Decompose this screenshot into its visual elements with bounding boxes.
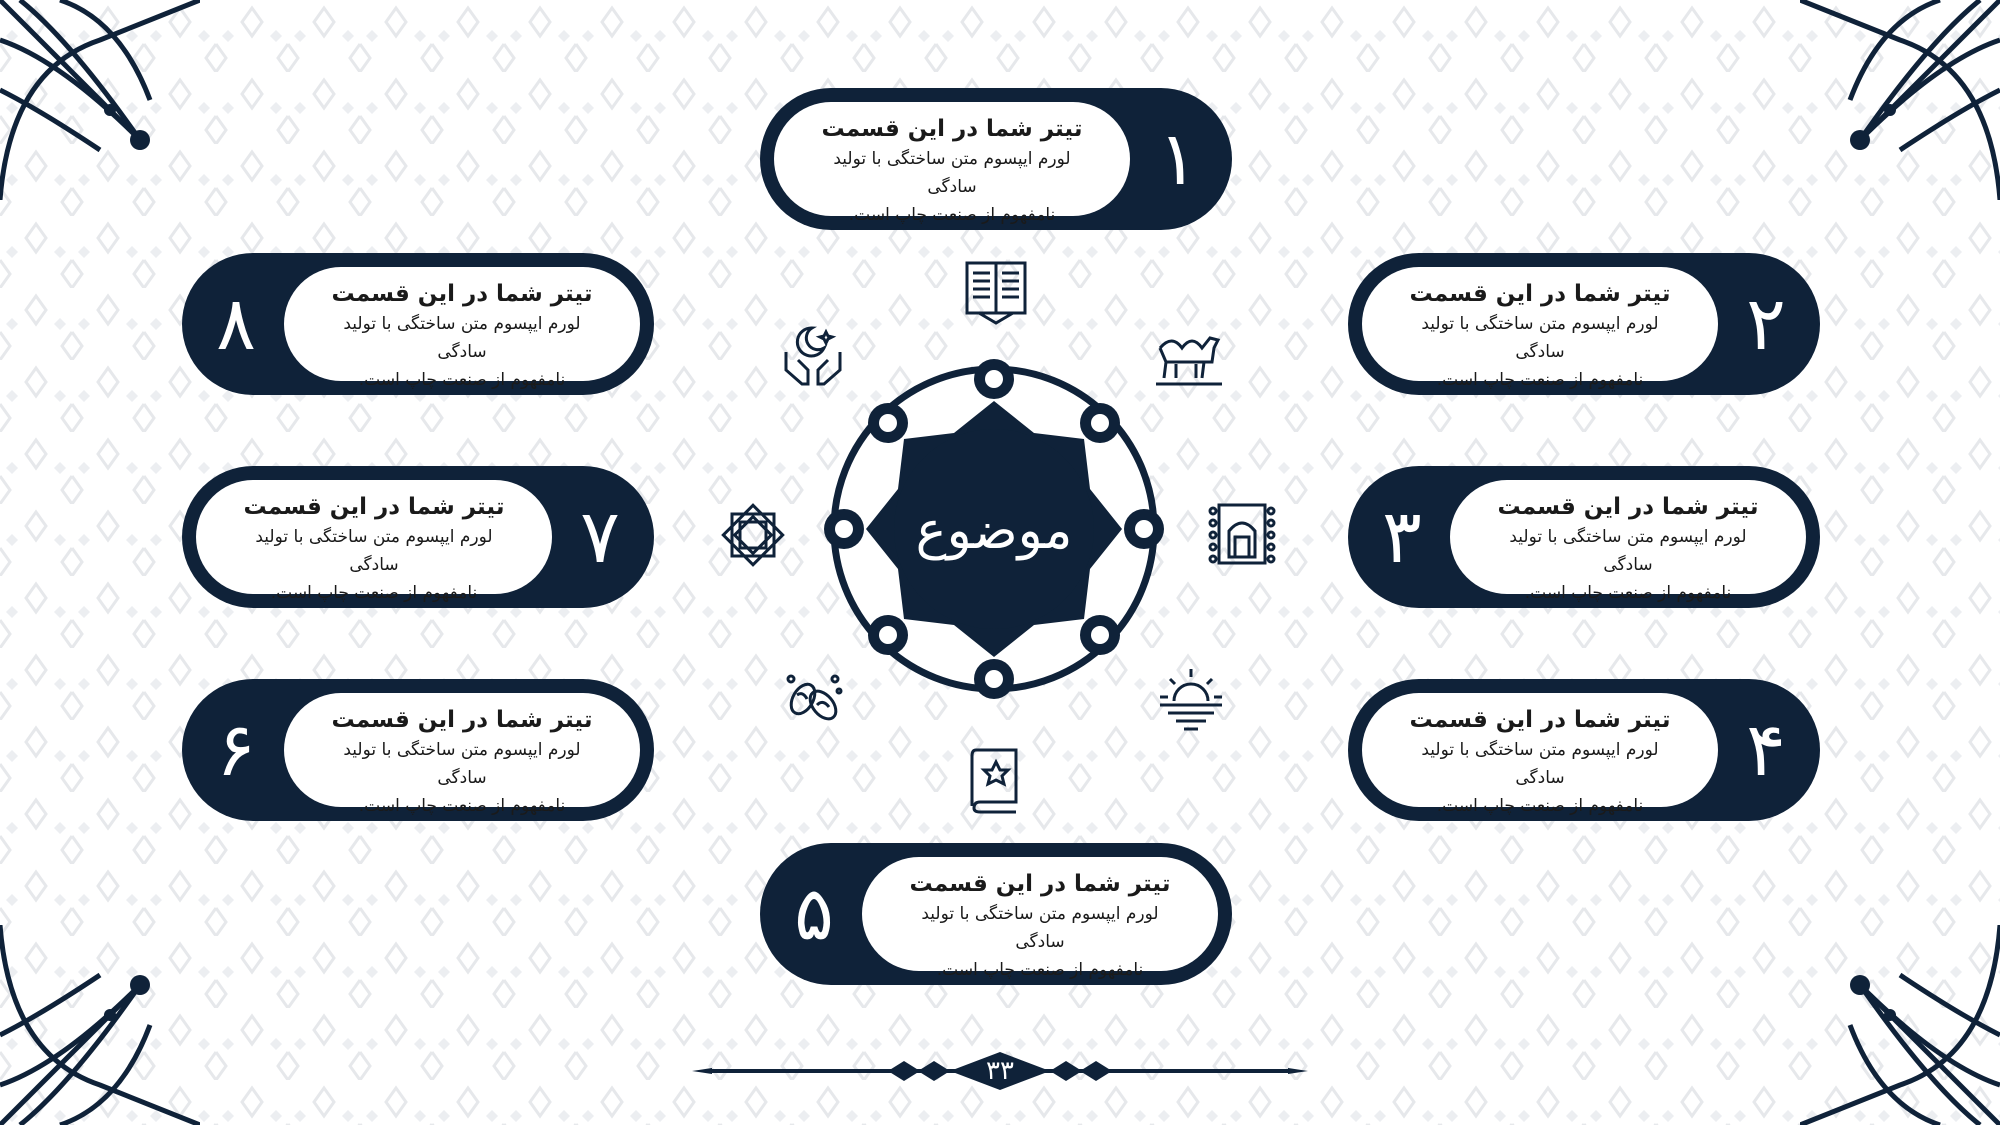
topic-item-8 bbox=[182, 253, 654, 395]
topic-item-1-content bbox=[774, 102, 1130, 225]
topic-item-5-number: ۵ bbox=[794, 871, 834, 957]
topic-item-2-number: ۲ bbox=[1746, 281, 1786, 367]
topic-item-8-number: ۸ bbox=[216, 281, 256, 367]
topic-item-1-title: تیتر شما در این قسمت bbox=[821, 116, 1083, 142]
topic-item-6-number: ۶ bbox=[216, 707, 256, 793]
topic-item-1-body-line-1: لورم ایپسوم متن ساختگی با تولید سادگی bbox=[833, 149, 1071, 197]
quran-book-icon bbox=[959, 253, 1033, 327]
dates-icon bbox=[777, 661, 851, 735]
topic-item-4-title: تیتر شما در این قسمت bbox=[1409, 707, 1671, 733]
topic-item-2-body-line-1: لورم ایپسوم متن ساختگی با تولید سادگی bbox=[1421, 314, 1659, 362]
topic-item-8-body-line-2: نامفهوم از صنعت چاپ است. bbox=[358, 370, 566, 390]
corner-ornament-top-left bbox=[0, 0, 200, 200]
topic-item-7-body-line-1: لورم ایپسوم متن ساختگی با تولید سادگی bbox=[255, 527, 493, 575]
topic-item-6-body-line-2: نامفهوم از صنعت چاپ است. bbox=[358, 796, 566, 816]
topic-item-5-content bbox=[862, 857, 1218, 980]
topic-item-3-title: تیتر شما در این قسمت bbox=[1497, 494, 1759, 520]
topic-item-7-number: ۷ bbox=[580, 494, 620, 580]
topic-item-8-body-line-1: لورم ایپسوم متن ساختگی با تولید سادگی bbox=[343, 314, 581, 362]
topic-item-4-number: ۴ bbox=[1746, 707, 1786, 793]
holy-book-icon bbox=[960, 742, 1034, 816]
topic-item-3-body-line-1: لورم ایپسوم متن ساختگی با تولید سادگی bbox=[1509, 527, 1747, 575]
topic-item-8-content bbox=[284, 267, 640, 390]
topic-item-1-number: ۱ bbox=[1158, 116, 1198, 202]
topic-item-2 bbox=[1348, 253, 1820, 395]
corner-ornament-bottom-left bbox=[0, 925, 200, 1125]
prayer-rug-icon bbox=[1205, 497, 1279, 571]
topic-item-5-body-line-1: لورم ایپسوم متن ساختگی با تولید سادگی bbox=[921, 904, 1159, 952]
topic-item-4-content bbox=[1362, 693, 1718, 816]
topic-item-8-title: تیتر شما در این قسمت bbox=[331, 281, 593, 307]
topic-item-7-content bbox=[196, 480, 552, 603]
topic-item-5 bbox=[760, 843, 1232, 985]
topic-item-5-body-line-2: نامفهوم از صنعت چاپ است. bbox=[936, 960, 1144, 980]
topic-item-4 bbox=[1348, 679, 1820, 821]
topic-item-6-content bbox=[284, 693, 640, 816]
page-number: ۳۳ bbox=[986, 1056, 1014, 1086]
corner-ornament-top-right bbox=[1800, 0, 2000, 200]
topic-item-1-body-line-2: نامفهوم از صنعت چاپ است. bbox=[848, 205, 1056, 225]
topic-item-2-body-line-2: نامفهوم از صنعت چاپ است. bbox=[1436, 370, 1644, 390]
topic-item-2-content bbox=[1362, 267, 1718, 390]
dua-hands-moon-icon bbox=[776, 318, 850, 392]
sunset-icon bbox=[1154, 661, 1228, 735]
topic-item-5-title: تیتر شما در این قسمت bbox=[909, 871, 1171, 897]
topic-item-4-body-line-1: لورم ایپسوم متن ساختگی با تولید سادگی bbox=[1421, 740, 1659, 788]
topic-item-6-body-line-1: لورم ایپسوم متن ساختگی با تولید سادگی bbox=[343, 740, 581, 788]
topic-item-7-body-line-2: نامفهوم از صنعت چاپ است. bbox=[270, 583, 478, 603]
topic-item-3-number: ۳ bbox=[1382, 494, 1422, 580]
topic-item-6 bbox=[182, 679, 654, 821]
camel-icon bbox=[1152, 318, 1226, 392]
topic-item-3-content bbox=[1450, 480, 1806, 603]
corner-ornament-bottom-right bbox=[1800, 925, 2000, 1125]
topic-item-4-body-line-2: نامفهوم از صنعت چاپ است. bbox=[1436, 796, 1644, 816]
topic-item-7 bbox=[182, 466, 654, 608]
topic-item-1 bbox=[760, 88, 1232, 230]
topic-item-2-title: تیتر شما در این قسمت bbox=[1409, 281, 1671, 307]
islamic-star-icon bbox=[716, 498, 790, 572]
topic-item-3 bbox=[1348, 466, 1820, 608]
center-topic-label: موضوع bbox=[915, 501, 1073, 561]
topic-item-7-title: تیتر شما در این قسمت bbox=[243, 494, 505, 520]
topic-item-6-title: تیتر شما در این قسمت bbox=[331, 707, 593, 733]
topic-item-3-body-line-2: نامفهوم از صنعت چاپ است. bbox=[1524, 583, 1732, 603]
